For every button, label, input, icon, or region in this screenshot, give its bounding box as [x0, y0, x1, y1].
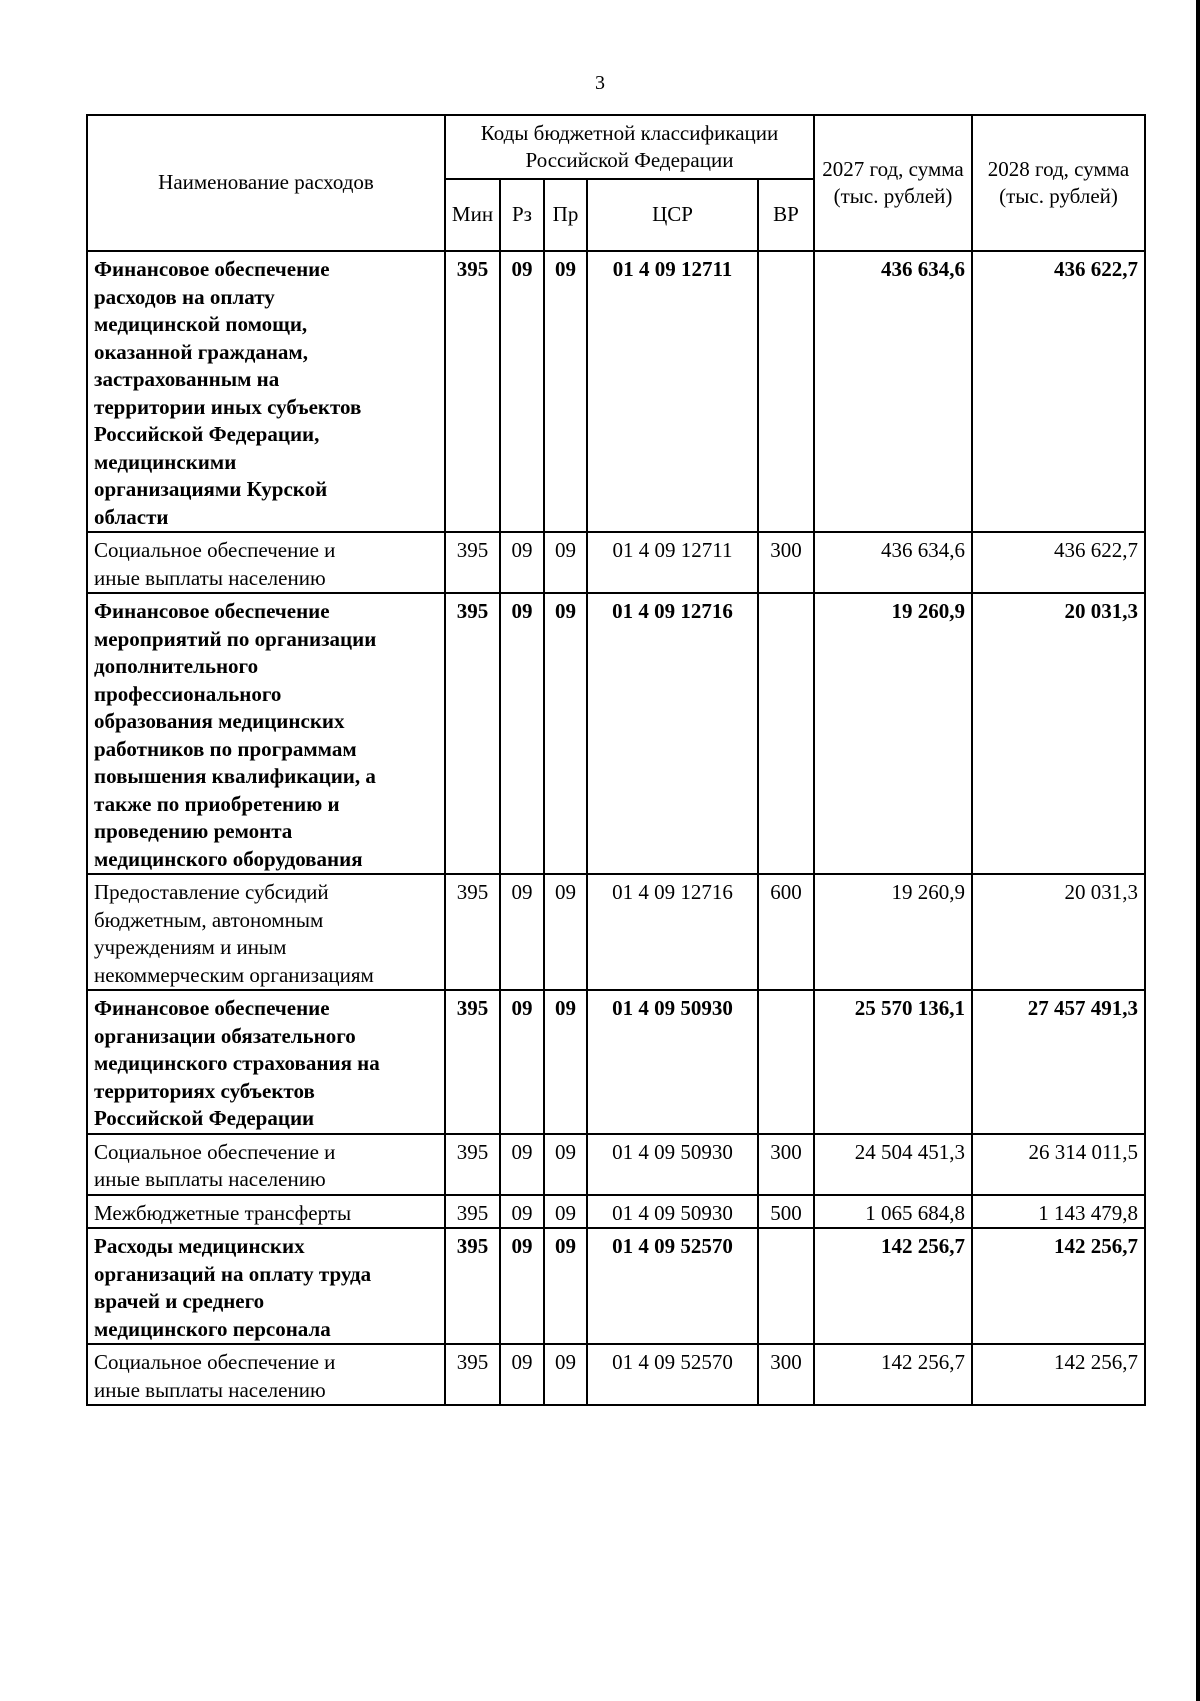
cell-rz: 09 [500, 251, 544, 532]
row-name-line: медицинской помощи, [94, 312, 308, 336]
cell-rz: 09 [500, 1344, 544, 1405]
row-name-line: организаций на оплату труда [94, 1261, 372, 1286]
row-name [87, 1195, 445, 1229]
row-name-line: медицинского персонала [94, 1316, 331, 1341]
cell-amount-2028: 26 314 011,5 [972, 1134, 1145, 1195]
cell-csr: 01 4 09 12711 [587, 532, 758, 593]
cell-vr [758, 251, 814, 532]
row-name [87, 874, 445, 990]
cell-csr: 01 4 09 12716 [587, 874, 758, 990]
cell-amount-2028: 142 256,7 [972, 1344, 1145, 1405]
row-name-line: бюджетным, автономным [94, 907, 324, 932]
header-pr: Пр [544, 179, 587, 251]
row-name-line: также по приобретению и [94, 791, 340, 816]
cell-csr: 01 4 09 50930 [587, 990, 758, 1134]
cell-vr: 500 [758, 1195, 814, 1229]
cell-min: 395 [445, 1195, 500, 1229]
table-row-total [87, 990, 1145, 1134]
cell-pr: 09 [544, 251, 587, 532]
row-name-line: врачей и среднего [94, 1289, 265, 1313]
cell-amount-2027: 19 260,9 [814, 874, 972, 990]
row-name-line: дополнительного [94, 654, 259, 678]
table-row [87, 874, 1145, 990]
cell-rz: 09 [500, 593, 544, 874]
table-row-total [87, 1228, 1145, 1344]
cell-vr: 300 [758, 532, 814, 593]
row-name-line: расходов на оплату [94, 284, 275, 309]
cell-pr: 09 [544, 1134, 587, 1195]
cell-min: 395 [445, 874, 500, 990]
row-name-line: иные выплаты населению [94, 1377, 326, 1402]
cell-min: 395 [445, 593, 500, 874]
cell-vr [758, 990, 814, 1134]
header-year-2027: 2027 год, сумма (тыс. рублей) [814, 115, 972, 251]
cell-csr: 01 4 09 12716 [587, 593, 758, 874]
row-name-line: медицинского оборудования [94, 846, 363, 871]
row-name-line: Финансовое обеспечение [94, 257, 330, 281]
cell-csr: 01 4 09 12711 [587, 251, 758, 532]
cell-rz: 09 [500, 532, 544, 593]
cell-min: 395 [445, 1134, 500, 1195]
cell-amount-2028: 436 622,7 [972, 251, 1145, 532]
row-name-line: Российской Федерации [94, 1106, 315, 1130]
cell-amount-2027: 436 634,6 [814, 532, 972, 593]
row-name [87, 251, 445, 532]
cell-vr [758, 1228, 814, 1344]
row-name [87, 1134, 445, 1195]
cell-pr: 09 [544, 1228, 587, 1344]
cell-amount-2028: 142 256,7 [972, 1228, 1145, 1344]
table-row [87, 1134, 1145, 1195]
header-min: Мин [445, 179, 500, 251]
row-name-line: оказанной гражданам, [94, 339, 308, 364]
table-row [87, 1195, 1145, 1229]
cell-amount-2027: 19 260,9 [814, 593, 972, 874]
cell-vr [758, 593, 814, 874]
cell-pr: 09 [544, 593, 587, 874]
row-name-line: иные выплаты населению [94, 1167, 326, 1191]
cell-amount-2027: 142 256,7 [814, 1228, 972, 1344]
row-name-line: проведению ремонта [94, 819, 293, 843]
row-name [87, 532, 445, 593]
cell-rz: 09 [500, 990, 544, 1134]
cell-min: 395 [445, 1228, 500, 1344]
cell-csr: 01 4 09 52570 [587, 1228, 758, 1344]
header-rz: Рз [500, 179, 544, 251]
cell-csr: 01 4 09 50930 [587, 1195, 758, 1229]
row-name [87, 1344, 445, 1405]
table-header [87, 115, 1145, 251]
header-csr: ЦСР [587, 179, 758, 251]
row-name-line: некоммерческим организациям [94, 962, 374, 987]
table-body [87, 251, 1145, 1405]
cell-vr: 300 [758, 1134, 814, 1195]
row-name-line: застрахованным на [94, 367, 280, 391]
cell-csr: 01 4 09 50930 [587, 1134, 758, 1195]
cell-pr: 09 [544, 1344, 587, 1405]
header-vr: ВР [758, 179, 814, 251]
cell-amount-2028: 436 622,7 [972, 532, 1145, 593]
cell-amount-2027: 142 256,7 [814, 1344, 972, 1405]
cell-amount-2027: 436 634,6 [814, 251, 972, 532]
row-name-line: медицинского страхования на [94, 1051, 380, 1075]
row-name-line: образования медицинских [94, 709, 345, 733]
row-name [87, 1228, 445, 1344]
row-name-line: повышения квалификации, а [94, 764, 376, 788]
budget-table-container [86, 114, 1144, 1406]
row-name [87, 593, 445, 874]
row-name-line: организациями Курской [94, 477, 328, 501]
row-name-line: Социальное обеспечение и [94, 1350, 336, 1374]
table-row [87, 532, 1145, 593]
row-name-line: учреждениям и иным [94, 935, 287, 959]
cell-amount-2028: 27 457 491,3 [972, 990, 1145, 1134]
row-name-line: Расходы медицинских [94, 1234, 305, 1258]
scan-edge-line [1196, 0, 1200, 1701]
row-name-line: профессионального [94, 681, 282, 706]
row-name-line: организации обязательного [94, 1023, 356, 1048]
cell-vr: 600 [758, 874, 814, 990]
cell-amount-2027: 25 570 136,1 [814, 990, 972, 1134]
cell-min: 395 [445, 990, 500, 1134]
row-name-line: территории иных субъектов [94, 394, 362, 419]
header-year-2028: 2028 год, сумма (тыс. рублей) [972, 115, 1145, 251]
row-name-line: территориях субъектов [94, 1078, 315, 1103]
row-name [87, 990, 445, 1134]
cell-pr: 09 [544, 874, 587, 990]
cell-amount-2027: 1 065 684,8 [814, 1195, 972, 1229]
row-name-line: иные выплаты населению [94, 565, 326, 590]
row-name-line: мероприятий по организации [94, 626, 377, 651]
cell-rz: 09 [500, 874, 544, 990]
cell-amount-2028: 1 143 479,8 [972, 1195, 1145, 1229]
header-codes-group: Коды бюджетной классификации Российской Федерации [445, 115, 814, 179]
page-number: 3 [595, 72, 605, 94]
cell-vr: 300 [758, 1344, 814, 1405]
cell-pr: 09 [544, 1195, 587, 1229]
row-name-line: медицинскими [94, 449, 237, 474]
cell-pr: 09 [544, 990, 587, 1134]
cell-rz: 09 [500, 1195, 544, 1229]
cell-min: 395 [445, 1344, 500, 1405]
cell-csr: 01 4 09 52570 [587, 1344, 758, 1405]
row-name-line: Межбюджетные трансферты [94, 1200, 352, 1225]
cell-rz: 09 [500, 1228, 544, 1344]
cell-amount-2027: 24 504 451,3 [814, 1134, 972, 1195]
cell-min: 395 [445, 532, 500, 593]
table-row-total [87, 251, 1145, 532]
row-name-line: работников по программам [94, 736, 357, 761]
row-name-line: Социальное обеспечение и [94, 1139, 336, 1164]
cell-min: 395 [445, 251, 500, 532]
row-name-line: Социальное обеспечение и [94, 538, 336, 562]
row-name-line: Российской Федерации, [94, 422, 320, 446]
cell-pr: 09 [544, 532, 587, 593]
row-name-line: Финансовое обеспечение [94, 599, 330, 623]
table-row [87, 1344, 1145, 1405]
cell-amount-2028: 20 031,3 [972, 874, 1145, 990]
row-name-line: Финансовое обеспечение [94, 996, 330, 1020]
cell-amount-2028: 20 031,3 [972, 593, 1145, 874]
row-name-line: области [94, 504, 169, 529]
budget-table [86, 114, 1146, 1406]
header-name-column: Наименование расходов [87, 115, 445, 251]
cell-rz: 09 [500, 1134, 544, 1195]
table-row-total [87, 593, 1145, 874]
row-name-line: Предоставление субсидий [94, 880, 329, 904]
